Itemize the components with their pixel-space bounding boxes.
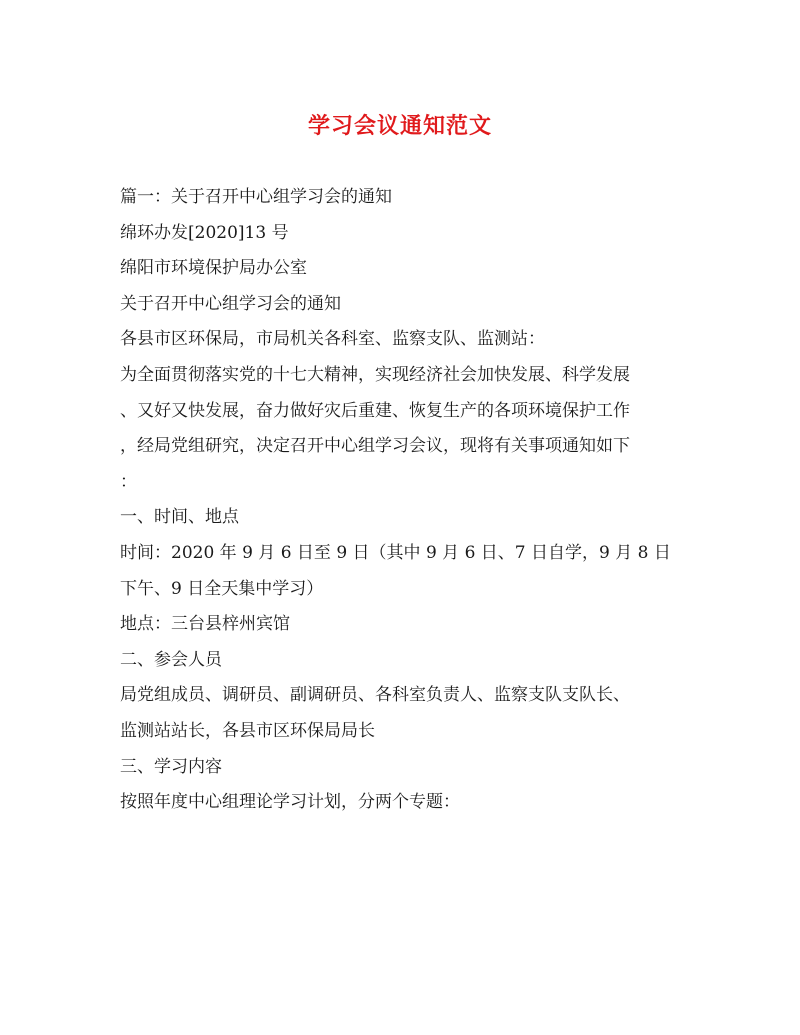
- body-line: 监测站站长，各县市区环保局局长: [120, 720, 375, 741]
- body-line: 时间：2020 年 9 月 6 日至 9 日（其中 9 月 6 日、7 日自学，9 月 8 日: [120, 542, 671, 563]
- document-body: [120, 180, 682, 821]
- body-line: 关于召开中心组学习会的通知: [120, 293, 341, 314]
- body-line: 按照年度中心组理论学习计划，分两个专题：: [120, 792, 460, 813]
- body-line: ：: [120, 471, 137, 492]
- body-line: 为全面贯彻落实党的十七大精神，实现经济社会加快发展、科学发展: [120, 364, 630, 385]
- body-line: 二、参会人员: [120, 649, 222, 670]
- body-line: 地点：三台县梓州宾馆: [120, 614, 290, 635]
- body-line: 、又好又快发展，奋力做好灾后重建、恢复生产的各项环境保护工作: [120, 400, 630, 421]
- body-line: 各县市区环保局，市局机关各科室、监察支队、监测站：: [120, 329, 545, 350]
- body-line: 篇一：关于召开中心组学习会的通知: [120, 187, 392, 207]
- body-line: 绵环办发[2020]13 号: [120, 222, 289, 243]
- body-line: 绵阳市环境保护局办公室: [120, 258, 307, 279]
- body-line: ，经局党组研究，决定召开中心组学习会议，现将有关事项通知如下: [120, 436, 630, 457]
- body-line: 局党组成员、调研员、副调研员、各科室负责人、监察支队支队长、: [120, 685, 630, 706]
- document-title: 学习会议通知范文: [307, 113, 492, 139]
- body-line: 一、时间、地点: [120, 507, 239, 528]
- body-line: 下午、9 日全天集中学习）: [120, 578, 324, 599]
- body-line: 三、学习内容: [120, 756, 222, 777]
